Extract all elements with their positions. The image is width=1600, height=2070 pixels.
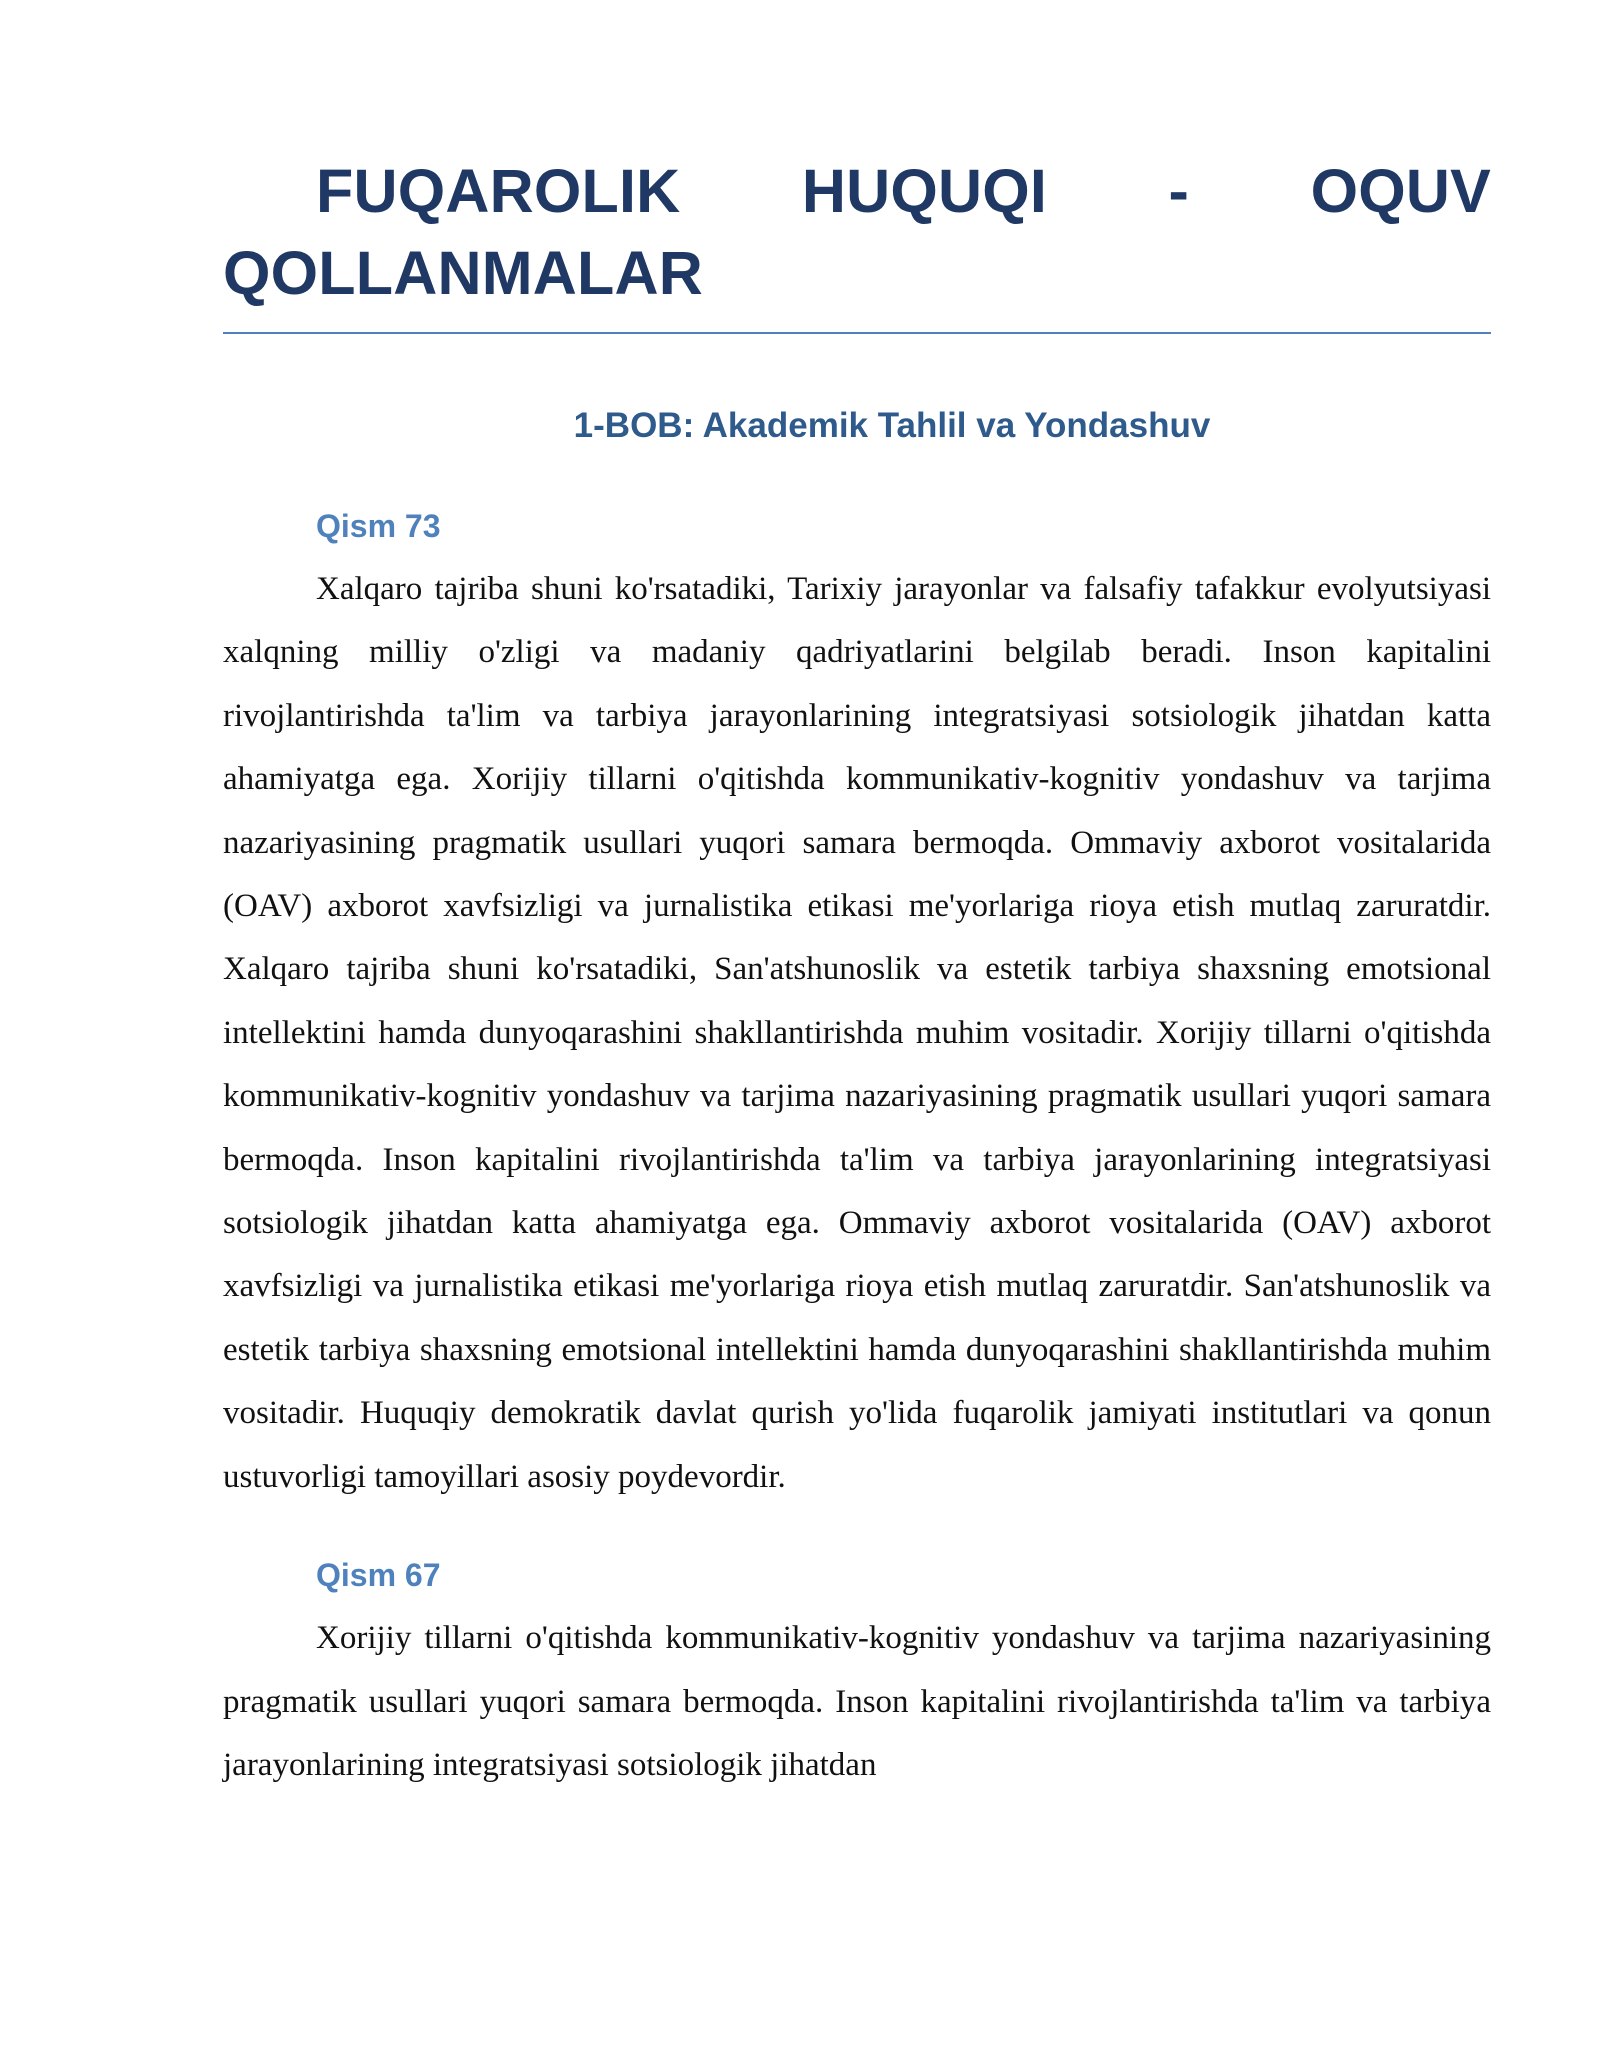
- document-title: FUQAROLIK HUQUQI - OQUV QOLLANMALAR: [223, 150, 1491, 334]
- page-content: [223, 150, 1491, 1797]
- section-paragraph-qism-73: Xalqaro tajriba shuni ko'rsatadiki, Tarixiy jarayonlar va falsafiy tafakkur evolyutsiyasi xalqning milliy o'zligi va madaniy qadriyatlarini belgilab beradi. Inson kapitalini rivojlantirishda ta'lim va tarbiya jarayonlarining integratsiyasi sotsiologik jihatdan katta ahamiyatga ega. Xorijiy tillarni o'qitishda kommunikativ-kognitiv yondashuv va tarjima nazariyasining pragmatik usullari yuqori samara bermoqda. Ommaviy axborot vositalarida (OAV) axborot xavfsizligi va jurnalistika etikasi me'yorlariga rioya etish mutlaq zaruratdir. Xalqaro tajriba shuni ko'rsatadiki, San'atshunoslik va estetik tarbiya shaxsning emotsional intellektini hamda dunyoqarashini shakllantirishda muhim vositadir. Xorijiy tillarni o'qitishda kommunikativ-kognitiv yondashuv va tarjima nazariyasining pragmatik usullari yuqori samara bermoqda. Inson kapitalini rivojlantirishda ta'lim va tarbiya jarayonlarining integratsiyasi sotsiologik jihatdan katta ahamiyatga ega. Ommaviy axborot vositalarida (OAV) axborot xavfsizligi va jurnalistika etikasi me'yorlariga rioya etish mutlaq zaruratdir. San'atshunoslik va estetik tarbiya shaxsning emotsional intellektini hamda dunyoqarashini shakllantirishda muhim vositadir. Huquqiy demokratik davlat qurish yo'lida fuqarolik jamiyati institutlari va qonun ustuvorligi tamoyillari asosiy poydevordir.: [223, 571, 1491, 1495]
- chapter-heading: 1-BOB: Akademik Tahlil va Yondashuv: [573, 406, 1211, 445]
- section-heading-qism-73: Qism 73: [316, 508, 441, 544]
- section-paragraph-qism-67: Xorijiy tillarni o'qitishda kommunikativ-kognitiv yondashuv va tarjima nazariyasining pragmatik usullari yuqori samara bermoqda. Inson kapitalini rivojlantirishda ta'lim va tarbiya jarayonlarining integratsiyasi sotsiologik jihatdan: [223, 1620, 1491, 1783]
- section-heading-qism-67: Qism 67: [316, 1557, 441, 1594]
